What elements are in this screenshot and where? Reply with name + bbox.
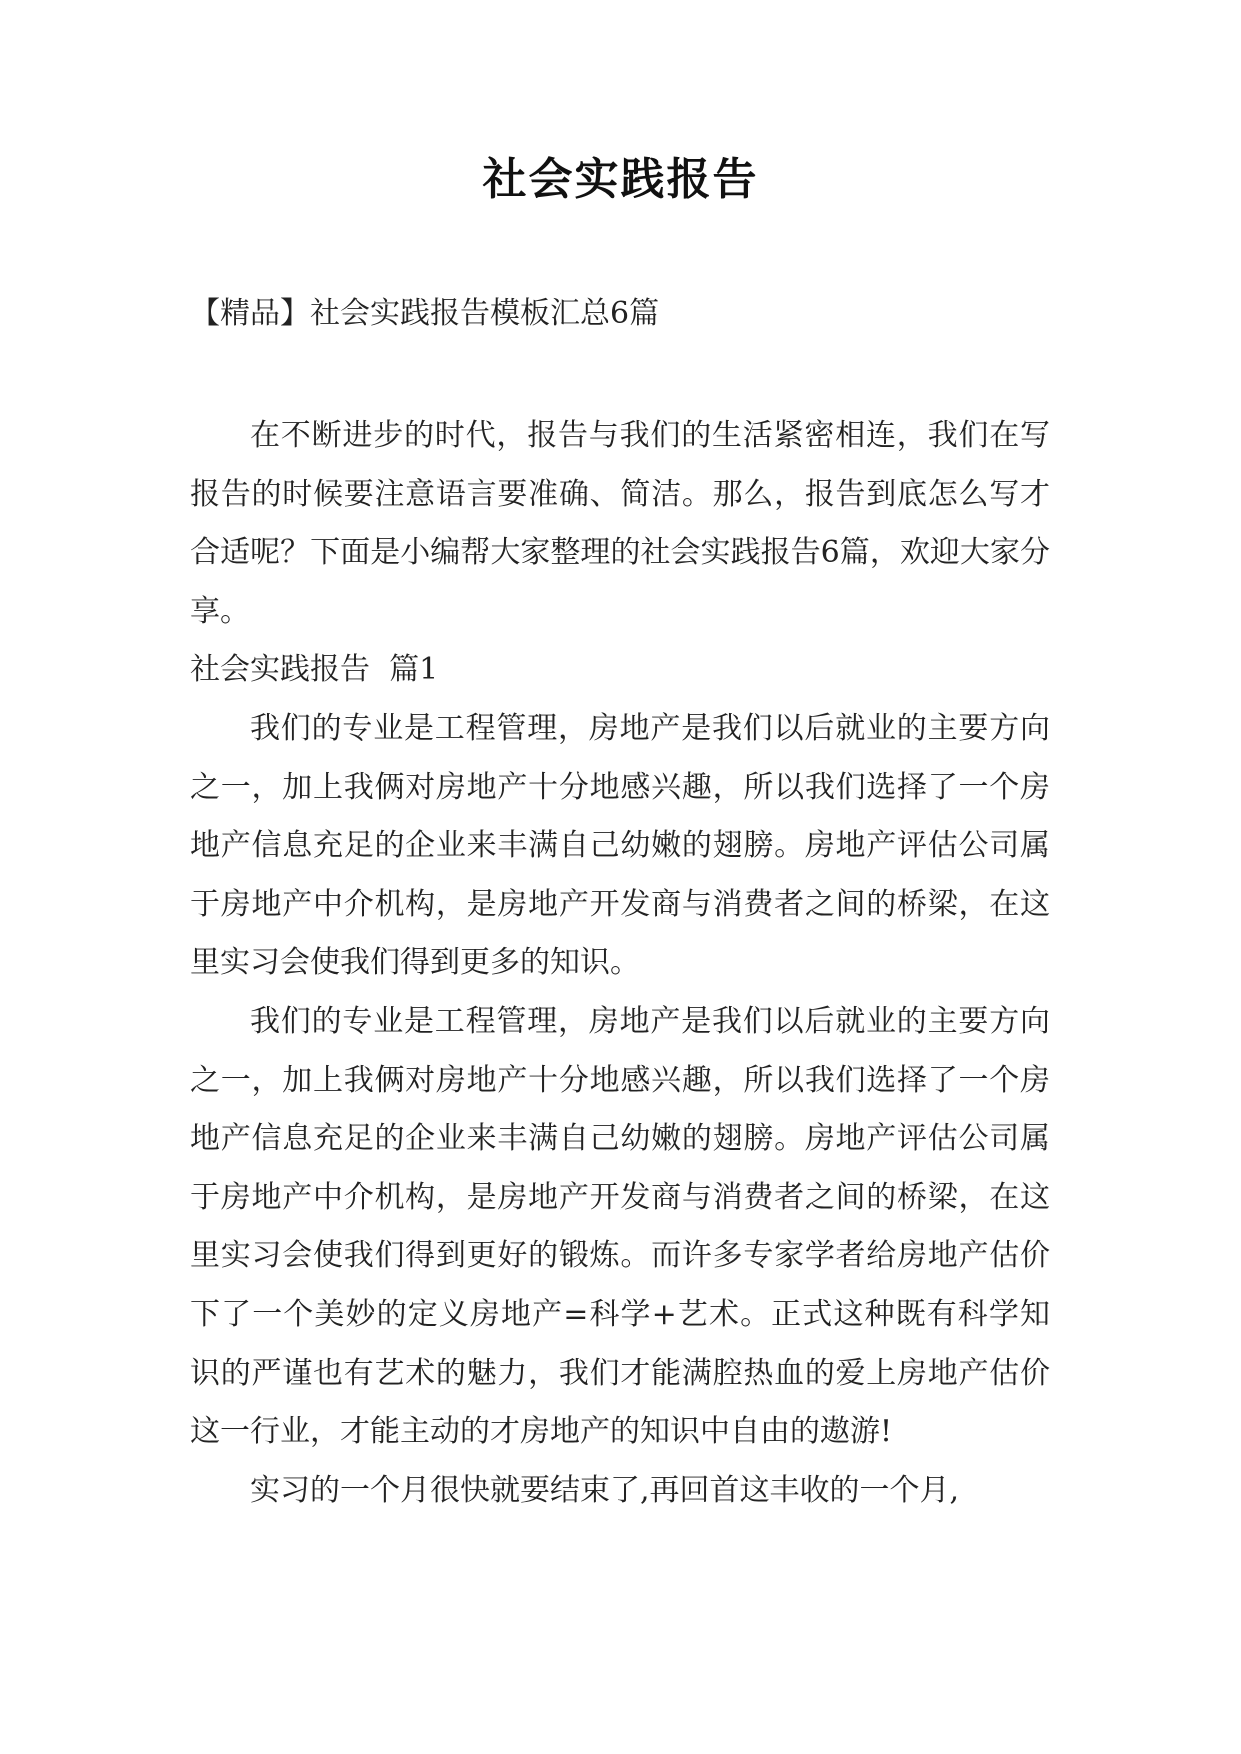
document-body [190, 407, 1050, 1520]
document-subtitle: 【精品】社会实践报告模板汇总6篇 [190, 296, 660, 331]
body-paragraph-2: 我们的专业是工程管理，房地产是我们以后就业的主要方向之一，加上我俩对房地产十分地感兴趣，所以我们选择了一个房地产信息充足的企业来丰满自己幼嫩的翅膀。房地产评估公司属于房地产中介机构，是房地产开发商与消费者之间的桥梁，在这里实习会使我们得到更好的锻炼。而许多专家学者给房地产估价下了一个美妙的定义房地产=科学+艺术。正式这种既有科学知识的严谨也有艺术的魅力，我们才能满腔热血的爱上房地产估价这一行业，才能主动的才房地产的知识中自由的遨游! [190, 1003, 1050, 1450]
body-paragraph-3: 实习的一个月很快就要结束了,再回首这丰收的一个月, [250, 1472, 960, 1508]
section-heading: 社会实践报告 篇1 [190, 652, 439, 688]
document-title: 社会实践报告 [482, 154, 759, 205]
body-paragraph-1: 我们的专业是工程管理，房地产是我们以后就业的主要方向之一，加上我俩对房地产十分地感兴趣，所以我们选择了一个房地产信息充足的企业来丰满自己幼嫩的翅膀。房地产评估公司属于房地产中介机构，是房地产开发商与消费者之间的桥梁，在这里实习会使我们得到更多的知识。 [190, 710, 1050, 981]
intro-paragraph: 在不断进步的时代，报告与我们的生活紧密相连，我们在写报告的时候要注意语言要准确、简洁。那么，报告到底怎么写才合适呢？下面是小编帮大家整理的社会实践报告6篇，欢迎大家分享。 [190, 418, 1050, 629]
